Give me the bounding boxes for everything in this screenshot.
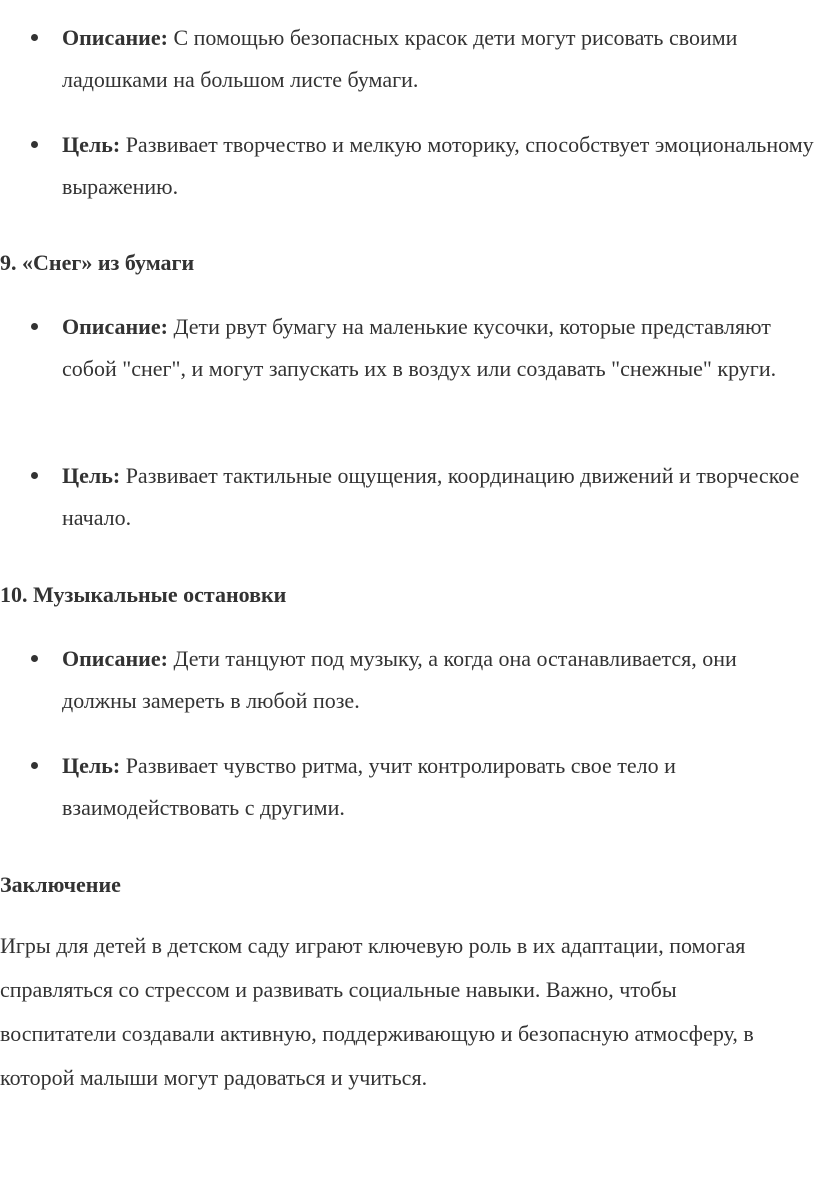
bullet-icon [31, 655, 38, 662]
item-text: Развивает чувство ритма, учит контролировать свое тело и взаимодействовать с другими. [62, 753, 676, 820]
item-label: Описание: [62, 646, 168, 671]
item-label: Описание: [62, 314, 168, 339]
item-label: Цель: [62, 132, 121, 157]
conclusion-paragraph: Игры для детей в детском саду играют ключевую роль в их адаптации, помогая справляться со стрессом и развивать социальные навыки. Важно, чтобы воспитатели создавали активную, поддерживающую и безопасную атмосферу, в которой малыши могут радоваться и учиться. [0, 933, 754, 1090]
list-item [62, 124, 814, 208]
item-text: Развивает тактильные ощущения, координацию движений и творческое начало. [62, 463, 800, 530]
list-item [62, 638, 814, 722]
bullet-icon [31, 762, 38, 769]
list-item [62, 745, 814, 829]
item-text: Развивает творчество и мелкую моторику, способствует эмоциональному выражению. [62, 132, 814, 199]
item-label: Описание: [62, 25, 168, 50]
item-text: С помощью безопасных красок дети могут рисовать своими ладошками на большом листе бумаги. [62, 25, 738, 92]
item-label: Цель: [62, 753, 121, 778]
bullet-icon [31, 472, 38, 479]
item-label: Цель: [62, 463, 121, 488]
list-item [62, 455, 814, 539]
item-text: Дети танцуют под музыку, а когда она останавливается, они должны замереть в любой позе. [62, 646, 737, 713]
list-item [62, 306, 814, 390]
bullet-icon [31, 323, 38, 330]
conclusion-heading: Заключение [0, 872, 121, 897]
section-heading: 10. Музыкальные остановки [0, 582, 287, 607]
bullet-icon [31, 34, 38, 41]
bullet-icon [31, 141, 38, 148]
section-heading: 9. «Снег» из бумаги [0, 250, 195, 275]
list-item [62, 17, 814, 101]
item-text: Дети рвут бумагу на маленькие кусочки, которые представляют собой "снег", и могут запускать их в воздух или создавать "снежные" круги. [62, 314, 777, 381]
